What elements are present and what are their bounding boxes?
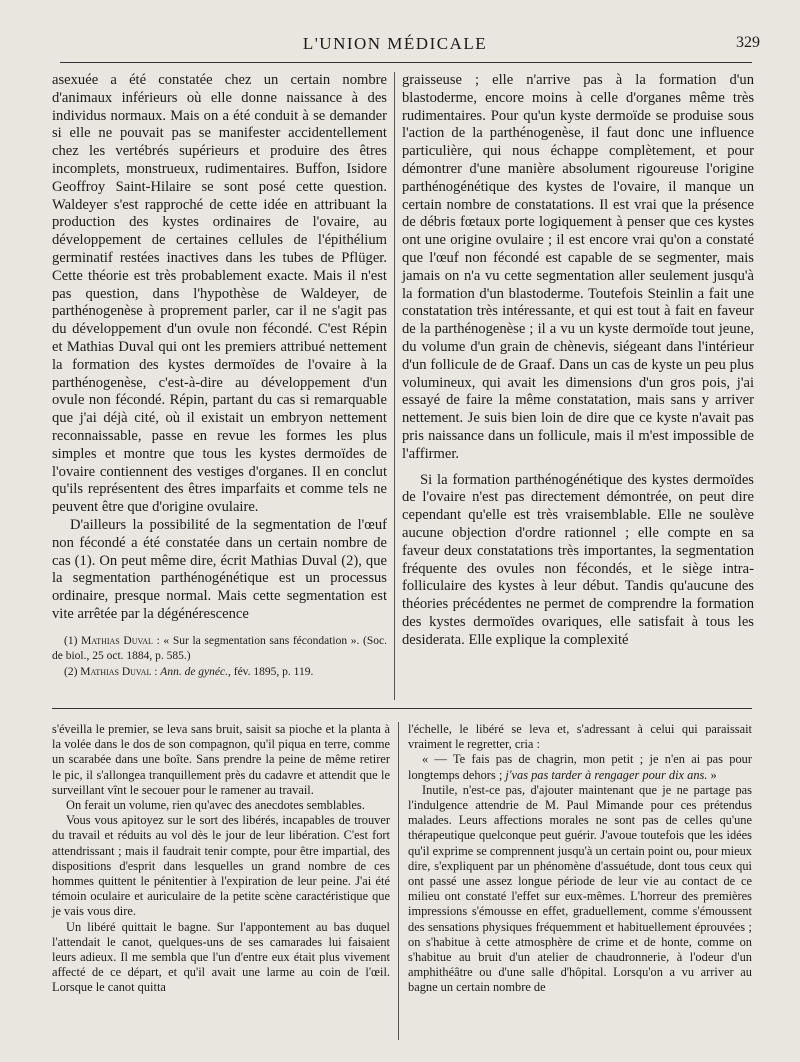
quote-close: » — [707, 767, 717, 782]
paragraph: D'ailleurs la possibilité de la segmentation de l'œuf non fécondé a été constatée dans un certain nombre de cas (1). On peut même dire, écrit Mathias Duval (2), que la segmentation parthénogénétique est un processus ordinaire, presque normal. Mais cette segmentation est vite arrêtée par la dégénérescence — [52, 516, 387, 622]
paragraph: On ferait un volume, rien qu'avec des anecdotes semblables. — [66, 798, 365, 813]
paragraph: Inutile, n'est-ce pas, d'ajouter maintenant que je ne partage pas l'indulgence attendrie de M. Paul Mimande pour ces prétendus malades. Leurs affections morales ne sont pas de celles qu'une thérapeutique quelconque peut guérir. J'avoue toutefois que les idées qu'il exprime se comprennent jusqu'à un certain point ou, pour mieux dire, s'expliquent par un phénomène d'assuétude, dont tous ceux qui ont passé une assez longue période de leur vie au contact de ce milieu ont constaté l'effet sur eux-mêmes. L'horreur des premières impressions s'émousse en effet, graduellement, comme s'émoussent des sensations physiques fréquemment et habituellement éprouvées ; on s'habitue à cette atmosphère de crime et de honte, comme on s'habitue au bruit d'un atelier de chaudronnerie, à l'odeur d'un amphithéâtre ou d'une salle d'hôpital. Lorsqu'on a vu arriver au bagne un certain nombre de — [408, 782, 752, 995]
paragraph: Vous vous apitoyez sur le sort des libérés, incapables de trouver du travail et réduits au vol dès le jour de leur libération. C'est fort attendrissant ; mais il faudrait tenir compte, pour être impartial, des dispositions d'esprit dans lesquelles un grand nombre de ces hommes quittent le pénitentier à l'expiration de leur peine. J'ai été témoin oculaire et auriculaire de la petite scène caractéristique que je vais vous dire. — [52, 813, 390, 919]
paragraph: Si la formation parthénogénétique des kystes dermoïdes de l'ovaire n'est pas directement démontrée, on peut dire cependant qu'elle est très vraisemblable. Elle ne soulève aucune objection d'ordre rationnel ; elle compte en sa faveur deux constatations très importantes, la segmentation fréquente des ovules non fécondés, et le siège intra-folliculaire des kystes à leur début. Tandis qu'aucune des théories précédentes ne permet de comprendre la formation des kystes dermoïdes ovariques, elle satisfait à tous les desiderata. Elle explique la complexité — [402, 471, 754, 648]
header-rule — [60, 62, 752, 63]
paragraph: Un libéré quittait le bagne. Sur l'appontement au bas duquel l'attendait le canot, quelques-uns de ses camarades lui faisaient leurs adieux. Il me sembla que l'un d'entre eux était plus vivement affecté de ce départ, et qu'il avait une larme au coin de l'œil. Lorsque le canot quitta — [52, 919, 390, 995]
footnotes — [52, 634, 387, 681]
quote-paragraph — [408, 752, 752, 782]
paragraph: s'éveilla le premier, se leva sans bruit, saisit sa pioche et la planta à la volée dans le dos de son compagnon, qu'il piqua en terre, comme un scarabée dans une boîte. Sans prendre la peine de même retirer le pic, il s'allongea tranquillement près du cadavre et attendit que le surveillant vînt le secouer pour le ramener au travail. — [52, 722, 390, 797]
footnote-separator: : — [154, 665, 158, 678]
running-title: L'UNION MÉDICALE — [302, 34, 488, 53]
lower-left-column — [52, 722, 390, 996]
page-number: 329 — [736, 34, 760, 51]
footnote-journal: Ann. de gynéc. — [160, 665, 228, 678]
upper-column-divider — [394, 72, 395, 700]
quote-text: « — Te fais pas de chagrin, mon petit ; je n'en ai pas pour longtemps dehors ; — [408, 752, 752, 782]
section-rule — [52, 708, 752, 709]
footnote-author: Mathias Duval — [80, 665, 152, 678]
upper-right-column — [402, 72, 754, 650]
page-header — [50, 34, 760, 58]
footnote-text: , fév. 1895, p. 119. — [228, 665, 314, 678]
upper-left-column — [52, 72, 387, 680]
lower-right-column — [408, 722, 752, 996]
footnote-number: (1) — [64, 634, 78, 647]
quote-italic: j'vas pas tarder à rengager pour dix ans. — [505, 767, 708, 782]
footnote — [52, 634, 387, 665]
lower-column-divider — [398, 722, 399, 1040]
footnote — [52, 665, 387, 681]
paragraph: l'échelle, le libéré se leva et, s'adressant à celui qui paraissait vraiment le regretter, cria : — [408, 722, 752, 752]
paragraph: graisseuse ; elle n'arrive pas à la formation d'un blastoderme, encore moins à celle d'organes même très rudimentaires. Pour qu'un kyste dermoïde se produise sous l'action de la parthénogenèse, il faut donc une influence particulière, qui nous échappe complètement, et pour démontrer d'une manière absolument rigoureuse l'origine parthénogénétique des kystes de l'ovaire, il manque un certain nombre de constatations. Il est vrai que la présence de débris fœtaux porte logiquement à penser que ces kystes ont une origine ovulaire ; il est encore vrai qu'on a constaté que l'œuf non fécondé est capable de se segmenter, mais jamais on n'a vu cette segmentation aller seulement jusqu'à la formation d'un blastoderme. Toutefois Steinlin a fait une constatation très intéressante, et qui est tout à fait en faveur de la parthénogenèse ; il a vu un kyste dermoïde tout jeune, du volume d'un grain de chènevis, siégeant dans l'intérieur d'un follicule de de Graaf. Dans un cas de kyste un peu plus volumineux, qui avait les dimensions d'un gros pois, j'ai essayé de faire la même constatation, mais sans y arriver nettement. Je suis bien loin de dire que ce kyste n'avait pas pris naissance dans un follicule, mais il m'est impossible de l'affirmer. — [402, 72, 754, 462]
footnote-text: : « Sur la segmentation sans fécondation ». (Soc. de biol., 25 oct. 1884, p. 585.) — [52, 634, 387, 663]
footnote-author: Mathias Duval — [81, 634, 153, 647]
paragraph: asexuée a été constatée chez un certain nombre d'animaux inférieurs où elle donne naissance à des individus normaux. Mais on a été conduit à se demander si elle ne pouvait pas se manifester accidentellement chez les vertébrés supérieurs et produire des êtres incomplets, monstrueux, rudimentaires. Buffon, Isidore Geoffroy Saint-Hilaire se sont posé cette question. Waldeyer s'est rapproché de cette idée en attribuant la production des kystes ordinaires de l'ovaire, au développement de certaines cellules de l'épithélium germinatif restées inactives dans les tubes de Pflüger. Cette théorie est très probablement exacte. Mais il n'est pas question, dans l'hypothèse de Waldeyer, de parthénogenèse à proprement parler, car il ne s'agit pas du développement d'un ovule non fécondé. C'est Répin et Mathias Duval qui ont les premiers attribué nettement la formation des kystes dermoïdes de l'ovaire à la parthénogenèse, c'est-à-dire au développement d'un ovule non fécondé. Répin, partant du cas si remarquable que j'ai déjà cité, où il existait un embryon nettement reconnaissable, passe en revue les formes les plus simples et montre que tous les kystes dermoïdes de l'ovaire contiennent des vestiges d'organes. Il en conclut qu'ils représentent des êtres imparfaits et comme tels ne peuvent être que d'origine ovulaire. — [52, 72, 387, 516]
footnote-number: (2) — [64, 665, 78, 678]
